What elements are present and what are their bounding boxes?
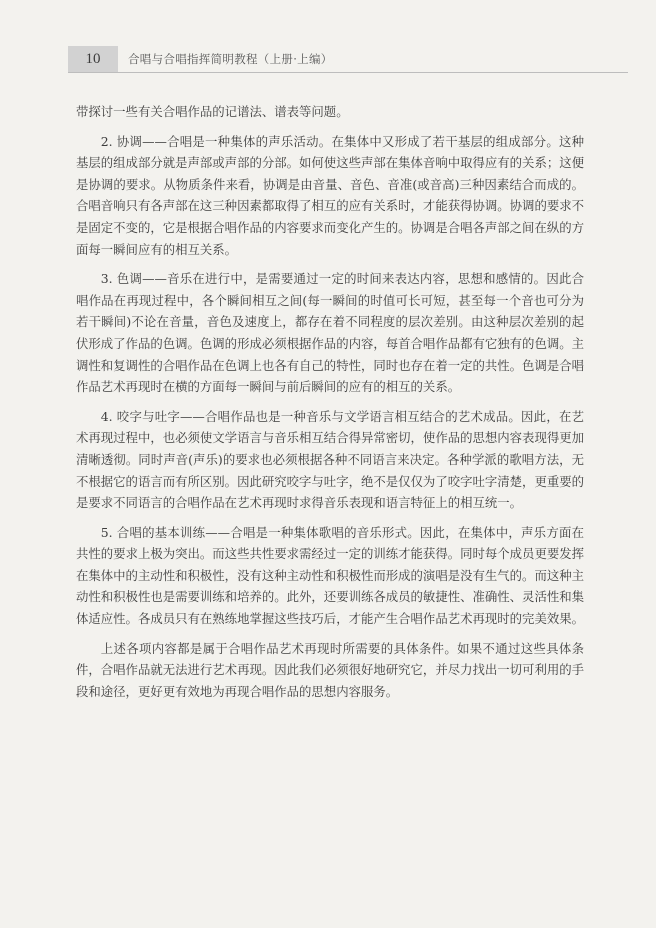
paragraph-tone-color: 3. 色调——音乐在进行中，是需要通过一定的时间来表达内容，思想和感情的。因此合唱作品在再现过程中，各个瞬间相互之间(每一瞬间的时值可长可短，甚至每一个音也可分为若干瞬间)不论在音量，音色及速度上，都存在着不同程度的层次差别。由这种层次差别的起伏形成了作品的色调。色调的形成必须根据作品的内容，每首合唱作品都有它独有的色调。主调性和复调性的合唱作品在色调上也各有自己的特性，同时也存在着一定的共性。色调是合唱作品艺术再现时在横的方面每一瞬间与前后瞬间的应有的相互的关系。 — [76, 271, 585, 395]
paragraph-basic-training: 5. 合唱的基本训练——合唱是一种集体歌唱的音乐形式。因此，在集体中，声乐方面在共性的要求上极为突出。而这些共性要求需经过一定的训练才能获得。同时每个成员更要发挥在集体中的主动性和积极性，没有这种主动性和积极性而形成的演唱是没有生气的。而这种主动性和积极性也是需要训练和培养的。此外，还要训练各成员的敏捷性、准确性、灵活性和集体适应性。各成员只有在熟练地掌握这些技巧后，才能产生合唱作品艺术再现时的完美效果。 — [76, 524, 585, 627]
paragraph-diction: 4. 咬字与吐字——合唱作品也是一种音乐与文学语言相互结合的艺术成品。因此，在艺术再现过程中，也必须使文学语言与音乐相互结合得异常密切，使作品的思想内容表现得更加清晰透彻。同时声音(声乐)的要求也必须根据各种不同语言来决定。各种学派的歌唱方法，无不根据它的语言而有所区别。因此研究咬字与吐字，绝不是仅仅为了咬字吐字清楚，更重要的是要求不同语言的合唱作品在艺术再现时求得音乐表现和语言特征上的相互统一。 — [76, 408, 585, 511]
page-header — [68, 46, 628, 73]
paragraph-summary: 上述各项内容都是属于合唱作品艺术再现时所需要的具体条件。如果不通过这些具体条件，合唱作品就无法进行艺术再现。因此我们必须很好地研究它，并尽力找出一切可利用的手段和途径，更好更有效地为再现合唱作品的思想内容服务。 — [76, 640, 585, 699]
paragraph-coordination: 2. 协调——合唱是一种集体的声乐活动。在集体中又形成了若干基层的组成部分。这种基层的组成部分就是声部或声部的分部。如何使这些声部在集体音响中取得应有的关系；这便是协调的要求。从物质条件来看，协调是由音量、音色、音准(或音高)三种因素结合而成的。合唱音响只有各声部在这三种因素都取得了相互的应有关系时，才能获得协调。协调的要求不是固定不变的，它是根据合唱作品的内容要求而变化产生的。协调是合唱各声部之间在纵的方面每一瞬间应有的相互关系。 — [76, 133, 585, 257]
body-text — [76, 101, 584, 702]
running-title: 合唱与合唱指挥简明教程（上册·上编） — [128, 52, 333, 66]
paragraph-continuation: 带探讨一些有关合唱作品的记谱法、谱表等问题。 — [76, 104, 349, 119]
page-number: 10 — [68, 46, 118, 72]
